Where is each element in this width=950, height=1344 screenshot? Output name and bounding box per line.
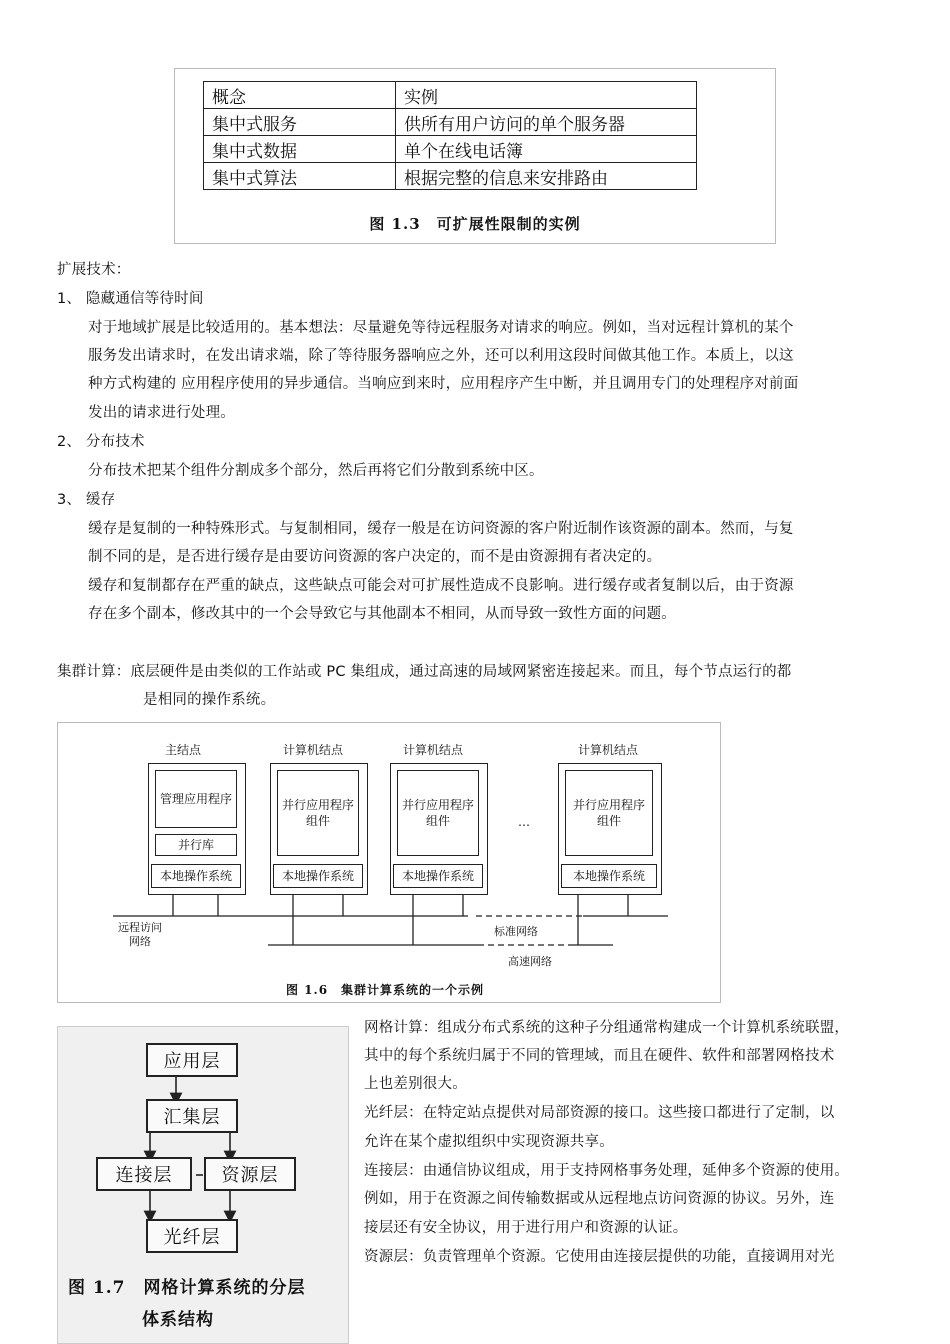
application-layer-box: 应用层: [146, 1043, 238, 1077]
table-row: [204, 82, 697, 109]
paragraph-line: 允许在某个虚拟组织中实现资源共享。: [364, 1134, 614, 1150]
parallel-app-box: [397, 770, 479, 856]
table-cell: 单个在线电话簿: [396, 136, 697, 163]
section-heading: 扩展技术：: [57, 262, 131, 278]
paragraph-line: 光纤层：在特定站点提供对局部资源的接口。这些接口都进行了定制，以: [364, 1105, 835, 1121]
table-cell: 集中式数据: [204, 136, 396, 163]
paragraph-line: 缓存是复制的一种特殊形式。与复制相同，缓存一般是在访问资源的客户附近制作该资源的副本。然而，与复: [88, 521, 794, 537]
compute-node: [390, 763, 488, 895]
figure-caption: 图 1.3 可扩展性限制的实例: [369, 215, 581, 233]
management-app-box: 管理应用程序: [155, 770, 237, 828]
remote-access-line: 远程访问: [118, 921, 162, 934]
compute-node: [558, 763, 662, 895]
table-row: [204, 109, 697, 136]
paragraph-line: 其中的每个系统归属于不同的管理域，而且在硬件、软件和部署网格技术: [364, 1048, 835, 1064]
local-os-box: 本地操作系统: [273, 864, 363, 888]
compute-node: [270, 763, 368, 895]
parallel-app-label: 并行应用程序: [281, 798, 354, 812]
paragraph-line: 是相同的操作系统。: [143, 692, 276, 708]
figure-1-7: [57, 1026, 349, 1344]
parallel-app-box: [565, 770, 653, 856]
parallel-app-label: 组件: [305, 814, 330, 828]
parallel-app-box: [277, 770, 359, 856]
fabric-layer-box: 光纤层: [146, 1219, 238, 1253]
paragraph-line: 例如，用于在资源之间传输数据或从远程地点访问资源的协议。另外，连: [364, 1191, 835, 1207]
local-os-box: 本地操作系统: [561, 864, 657, 888]
scalability-table: [203, 81, 697, 190]
paragraph-line: 分布技术把某个组件分割成多个部分，然后再将它们分散到系统中区。: [88, 463, 544, 479]
compute-node-label: 计算机结点: [282, 743, 343, 757]
parallel-library-box: 并行库: [155, 834, 237, 856]
collective-layer-box: 汇集层: [146, 1099, 238, 1133]
master-node: [148, 763, 246, 895]
parallel-app-label: 并行应用程序: [401, 798, 474, 812]
list-item-title: 3、 缓存: [57, 492, 116, 508]
paragraph-line: 连接层：由通信协议组成，用于支持网格事务处理，延伸多个资源的使用。: [364, 1163, 850, 1179]
table-row: [204, 163, 697, 190]
table-cell: 集中式服务: [204, 109, 396, 136]
parallel-app-label: 组件: [425, 814, 450, 828]
paragraph-line: 接层还有安全协议，用于进行用户和资源的认证。: [364, 1220, 688, 1236]
standard-network-label: 标准网络: [494, 925, 538, 938]
table-cell: 实例: [396, 82, 697, 109]
master-node-label: 主结点: [164, 743, 201, 757]
table-cell: 集中式算法: [204, 163, 396, 190]
parallel-app-label: 并行应用程序: [572, 798, 645, 812]
remote-access-line: 网络: [129, 935, 151, 948]
local-os-box: 本地操作系统: [151, 864, 241, 888]
figure-caption: 体系结构: [142, 1310, 214, 1330]
table-cell: 概念: [204, 82, 396, 109]
paragraph-line: 发出的请求进行处理。: [88, 405, 235, 421]
figure-1-3: [174, 68, 776, 244]
figure-1-6: [57, 722, 721, 1003]
paragraph-line: 种方式构建的 应用程序使用的异步通信。当响应到来时，应用程序产生中断，并且调用专门的处理程序对前面: [88, 376, 799, 392]
local-os-box: 本地操作系统: [393, 864, 483, 888]
list-item-title: 2、 分布技术: [57, 434, 145, 450]
parallel-app-label: 组件: [596, 814, 621, 828]
resource-layer-box: 资源层: [204, 1157, 296, 1191]
table-cell: 根据完整的信息来安排路由: [396, 163, 697, 190]
high-speed-network-label: 高速网络: [508, 955, 552, 968]
paragraph-line: 上也差别很大。: [364, 1076, 467, 1092]
table-row: [204, 136, 697, 163]
figure-caption: 图 1.7 网格计算系统的分层: [68, 1278, 306, 1298]
table-cell: 供所有用户访问的单个服务器: [396, 109, 697, 136]
compute-node-label: 计算机结点: [402, 743, 463, 757]
paragraph-line: 资源层：负责管理单个资源。它使用由连接层提供的功能，直接调用对光: [364, 1249, 835, 1265]
figure-caption: 图 1.6 集群计算系统的一个示例: [286, 983, 485, 997]
paragraph-line: 对于地域扩展是比较适用的。基本想法：尽量避免等待远程服务对请求的响应。例如，当对远程计算机的某个: [88, 320, 794, 336]
list-item-title: 1、 隐藏通信等待时间: [57, 291, 204, 307]
connectivity-layer-box: 连接层: [96, 1157, 192, 1191]
remote-access-label: [110, 921, 170, 949]
paragraph-line: 缓存和复制都存在严重的缺点，这些缺点可能会对可扩展性造成不良影响。进行缓存或者复制以后，由于资源: [88, 578, 794, 594]
paragraph-line: 网格计算：组成分布式系统的这种子分组通常构建成一个计算机系统联盟，: [364, 1020, 850, 1036]
paragraph-line: 服务发出请求时，在发出请求端，除了等待服务器响应之外，还可以利用这段时间做其他工作。本质上，以这: [88, 348, 794, 364]
paragraph-line: 存在多个副本，修改其中的一个会导致它与其他副本不相同，从而导致一致性方面的问题。: [88, 606, 676, 622]
ellipsis: …: [518, 815, 530, 829]
paragraph-line: 集群计算：底层硬件是由类似的工作站或 PC 集组成，通过高速的局域网紧密连接起来。而且，每个节点运行的都: [57, 664, 792, 680]
compute-node-label: 计算机结点: [577, 743, 638, 757]
paragraph-line: 制不同的是，是否进行缓存是由要访问资源的客户决定的，而不是由资源拥有者决定的。: [88, 549, 662, 565]
